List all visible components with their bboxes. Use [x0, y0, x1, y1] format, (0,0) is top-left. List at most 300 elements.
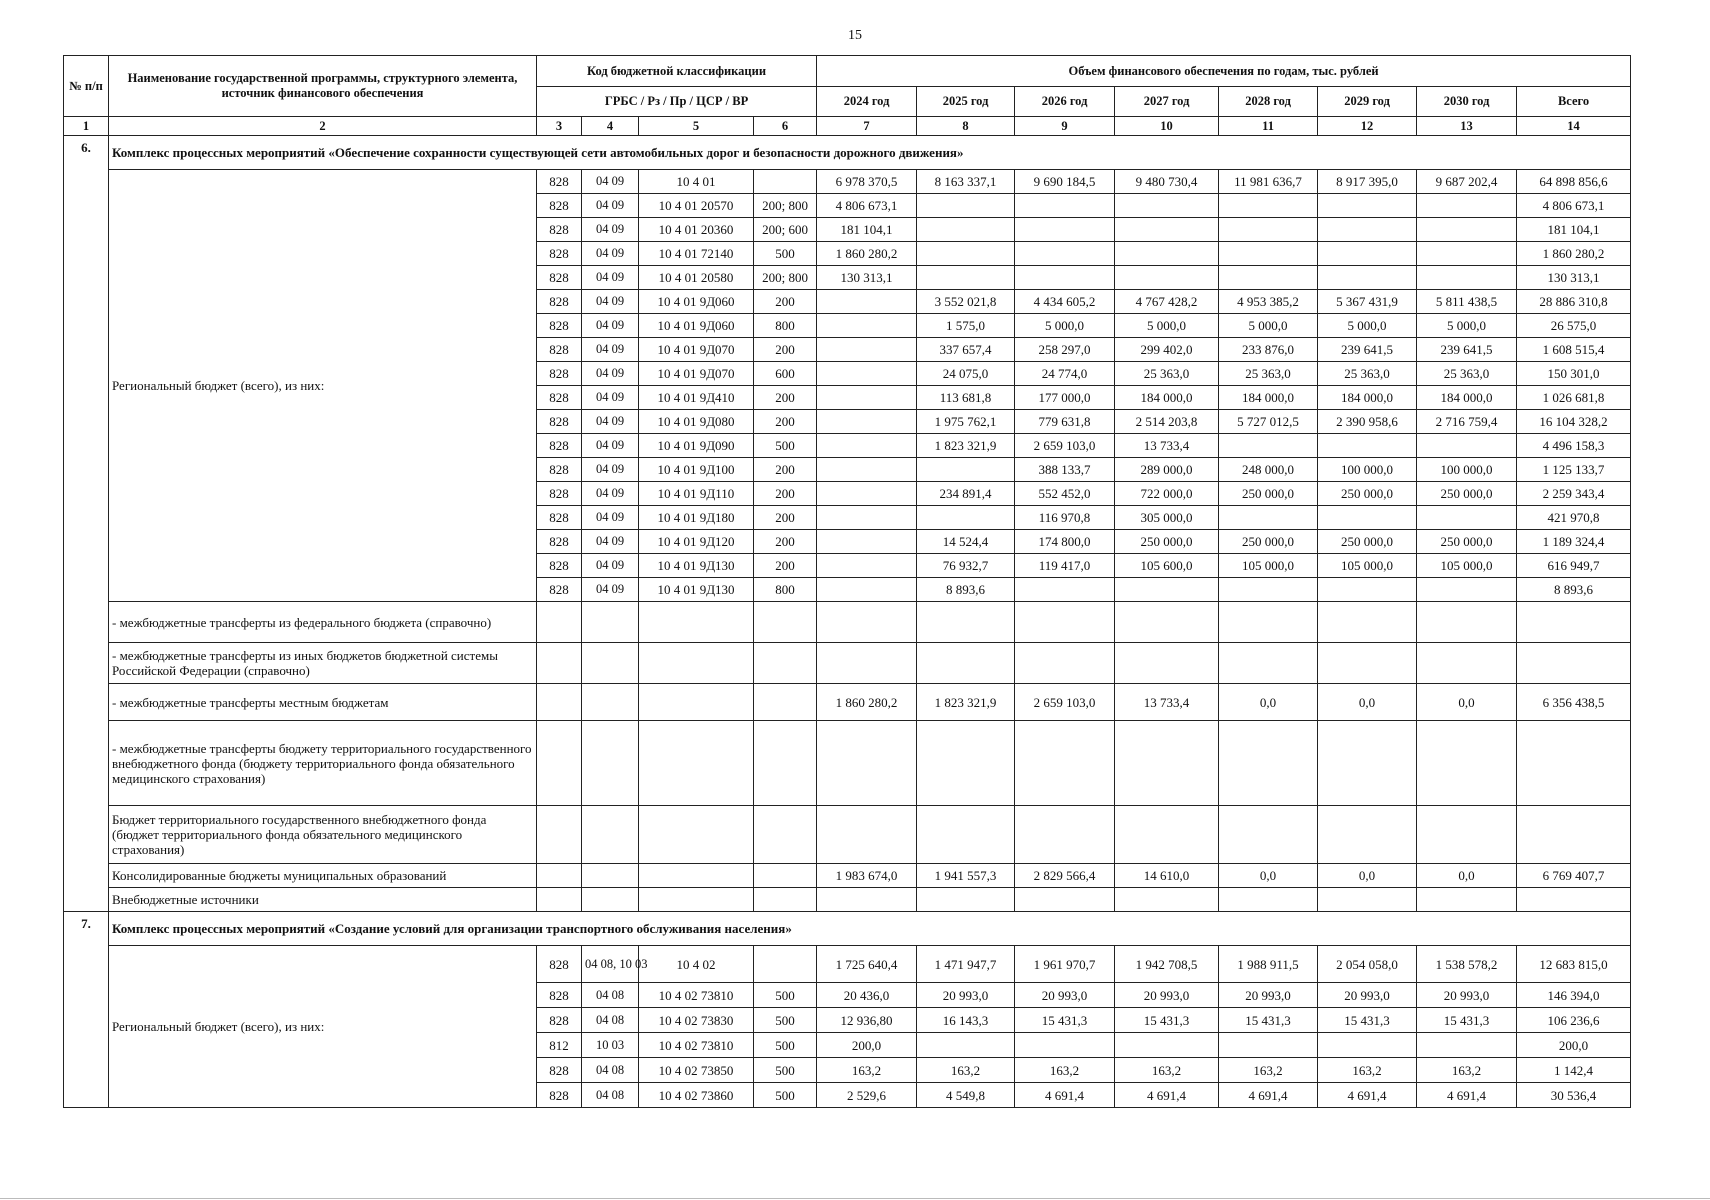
amount-cell: 16 104 328,2 — [1517, 410, 1631, 434]
budget-code-cell: 04 09 — [582, 506, 639, 530]
amount-cell — [1318, 578, 1417, 602]
amount-cell — [1115, 242, 1219, 266]
amount-cell — [917, 643, 1015, 684]
budget-code-cell: 04 08 — [582, 1083, 639, 1108]
budget-code-cell — [754, 864, 817, 888]
amount-cell: 0,0 — [1219, 684, 1318, 721]
amount-cell — [917, 218, 1015, 242]
amount-cell — [917, 242, 1015, 266]
budget-code-cell: 04 09 — [582, 386, 639, 410]
amount-cell: 722 000,0 — [1115, 482, 1219, 506]
amount-cell — [1115, 721, 1219, 806]
amount-cell — [817, 362, 917, 386]
table-row — [64, 864, 1631, 888]
amount-cell: 2 829 566,4 — [1015, 864, 1115, 888]
source-label: Внебюджетные источники — [109, 888, 537, 912]
amount-cell: 4 953 385,2 — [1219, 290, 1318, 314]
section-number: 7. — [64, 912, 109, 1108]
amount-cell: 1 942 708,5 — [1115, 946, 1219, 983]
amount-cell — [1517, 602, 1631, 643]
budget-code-cell: 10 4 01 9Д110 — [639, 482, 754, 506]
amount-cell — [817, 530, 917, 554]
amount-cell: 1 860 280,2 — [817, 684, 917, 721]
budget-code-cell: 04 09 — [582, 434, 639, 458]
budget-code-cell: 04 09 — [582, 554, 639, 578]
budget-code-cell: 04 09 — [582, 530, 639, 554]
budget-code-cell: 828 — [537, 242, 582, 266]
budget-table-wrapper — [63, 55, 1630, 1108]
amount-cell — [917, 458, 1015, 482]
budget-code-cell: 828 — [537, 386, 582, 410]
amount-cell: 184 000,0 — [1219, 386, 1318, 410]
amount-cell: 4 691,4 — [1115, 1083, 1219, 1108]
regional-budget-label: Региональный бюджет (всего), из них: — [109, 946, 537, 1108]
header-year: 2027 год — [1115, 87, 1219, 117]
page-bottom-rule — [0, 1198, 1710, 1199]
amount-cell — [1219, 242, 1318, 266]
budget-code-cell: 200 — [754, 458, 817, 482]
amount-cell: 12 936,80 — [817, 1008, 917, 1033]
amount-cell: 20 993,0 — [1115, 983, 1219, 1008]
amount-cell: 150 301,0 — [1517, 362, 1631, 386]
budget-code-cell — [754, 806, 817, 864]
amount-cell — [1015, 721, 1115, 806]
amount-cell: 105 600,0 — [1115, 554, 1219, 578]
amount-cell: 64 898 856,6 — [1517, 170, 1631, 194]
amount-cell: 3 552 021,8 — [917, 290, 1015, 314]
amount-cell — [1318, 721, 1417, 806]
amount-cell: 4 496 158,3 — [1517, 434, 1631, 458]
amount-cell: 4 691,4 — [1219, 1083, 1318, 1108]
amount-cell: 76 932,7 — [917, 554, 1015, 578]
budget-code-cell: 04 09 — [582, 362, 639, 386]
budget-code-cell: 812 — [537, 1033, 582, 1058]
table-row — [64, 170, 1631, 194]
amount-cell: 2 514 203,8 — [1115, 410, 1219, 434]
amount-cell: 6 356 438,5 — [1517, 684, 1631, 721]
amount-cell — [1219, 266, 1318, 290]
amount-cell: 250 000,0 — [1318, 530, 1417, 554]
amount-cell — [1015, 888, 1115, 912]
amount-cell: 289 000,0 — [1115, 458, 1219, 482]
budget-code-cell: 10 4 01 20360 — [639, 218, 754, 242]
section-title-row — [64, 136, 1631, 170]
amount-cell: 200,0 — [1517, 1033, 1631, 1058]
amount-cell: 25 363,0 — [1417, 362, 1517, 386]
amount-cell: 4 806 673,1 — [1517, 194, 1631, 218]
amount-cell: 4 767 428,2 — [1115, 290, 1219, 314]
amount-cell: 100 000,0 — [1318, 458, 1417, 482]
budget-code-cell — [754, 170, 817, 194]
budget-code-cell: 200; 600 — [754, 218, 817, 242]
amount-cell — [1318, 506, 1417, 530]
budget-code-cell: 04 09 — [582, 410, 639, 434]
budget-code-cell — [639, 721, 754, 806]
amount-cell — [1219, 434, 1318, 458]
amount-cell — [1015, 218, 1115, 242]
budget-code-cell: 10 4 01 9Д060 — [639, 290, 754, 314]
budget-code-cell: 10 4 01 9Д100 — [639, 458, 754, 482]
amount-cell — [1318, 806, 1417, 864]
amount-cell — [1219, 806, 1318, 864]
budget-code-cell — [639, 684, 754, 721]
header-name: Наименование государственной программы, структурного элемента, источник финансового обеспечения — [109, 56, 537, 117]
budget-code-cell — [639, 602, 754, 643]
budget-table — [63, 55, 1631, 1108]
amount-cell: 20 993,0 — [1015, 983, 1115, 1008]
amount-cell — [1417, 578, 1517, 602]
amount-cell: 25 363,0 — [1318, 362, 1417, 386]
budget-code-cell: 828 — [537, 1058, 582, 1083]
amount-cell: 250 000,0 — [1219, 530, 1318, 554]
amount-cell: 1 026 681,8 — [1517, 386, 1631, 410]
amount-cell: 1 608 515,4 — [1517, 338, 1631, 362]
table-row — [64, 946, 1631, 983]
amount-cell: 4 691,4 — [1318, 1083, 1417, 1108]
amount-cell: 181 104,1 — [1517, 218, 1631, 242]
header-year: 2024 год — [817, 87, 917, 117]
budget-code-cell: 200 — [754, 506, 817, 530]
budget-code-cell: 800 — [754, 314, 817, 338]
budget-code-cell: 828 — [537, 554, 582, 578]
table-row — [64, 888, 1631, 912]
section-number: 6. — [64, 136, 109, 912]
amount-cell: 116 970,8 — [1015, 506, 1115, 530]
amount-cell: 184 000,0 — [1417, 386, 1517, 410]
header-col-index: 9 — [1015, 117, 1115, 136]
header-num: № п/п — [64, 56, 109, 117]
amount-cell — [1015, 242, 1115, 266]
amount-cell: 1 823 321,9 — [917, 684, 1015, 721]
budget-code-cell: 200 — [754, 482, 817, 506]
budget-code-cell: 828 — [537, 434, 582, 458]
amount-cell — [1115, 1033, 1219, 1058]
amount-cell: 105 000,0 — [1219, 554, 1318, 578]
budget-code-cell: 500 — [754, 983, 817, 1008]
budget-code-cell: 500 — [754, 1058, 817, 1083]
budget-code-cell — [537, 602, 582, 643]
amount-cell — [1219, 1033, 1318, 1058]
amount-cell: 5 811 438,5 — [1417, 290, 1517, 314]
amount-cell: 5 000,0 — [1219, 314, 1318, 338]
amount-cell — [817, 434, 917, 458]
amount-cell: 8 163 337,1 — [917, 170, 1015, 194]
amount-cell: 337 657,4 — [917, 338, 1015, 362]
budget-code-cell: 200 — [754, 338, 817, 362]
budget-code-cell — [582, 721, 639, 806]
amount-cell: 1 988 911,5 — [1219, 946, 1318, 983]
budget-code-cell: 10 4 01 9Д180 — [639, 506, 754, 530]
budget-code-cell — [582, 602, 639, 643]
budget-code-cell: 828 — [537, 946, 582, 983]
amount-cell — [1417, 721, 1517, 806]
budget-code-cell — [582, 684, 639, 721]
amount-cell — [1318, 434, 1417, 458]
page-number: 15 — [848, 28, 862, 43]
header-col-index: 1 — [64, 117, 109, 136]
amount-cell: 2 259 343,4 — [1517, 482, 1631, 506]
amount-cell: 174 800,0 — [1015, 530, 1115, 554]
amount-cell: 163,2 — [1417, 1058, 1517, 1083]
amount-cell — [917, 806, 1015, 864]
amount-cell: 146 394,0 — [1517, 983, 1631, 1008]
amount-cell: 5 000,0 — [1318, 314, 1417, 338]
amount-cell: 105 000,0 — [1417, 554, 1517, 578]
budget-code-cell — [537, 864, 582, 888]
budget-code-cell: 500 — [754, 434, 817, 458]
amount-cell — [1219, 194, 1318, 218]
amount-cell: 4 434 605,2 — [1015, 290, 1115, 314]
amount-cell — [1115, 218, 1219, 242]
source-label: - межбюджетные трансферты бюджету территориального государственного внебюджетного фонда (бюджету территориального фонда обязательного медицинского страхования) — [109, 721, 537, 806]
amount-cell: 26 575,0 — [1517, 314, 1631, 338]
budget-code-cell: 10 4 02 73850 — [639, 1058, 754, 1083]
amount-cell: 305 000,0 — [1115, 506, 1219, 530]
budget-code-cell: 04 09 — [582, 266, 639, 290]
amount-cell — [1417, 194, 1517, 218]
table-row — [64, 721, 1631, 806]
amount-cell — [917, 266, 1015, 290]
amount-cell: 1 471 947,7 — [917, 946, 1015, 983]
budget-code-cell: 10 4 01 9Д410 — [639, 386, 754, 410]
table-row — [64, 806, 1631, 864]
amount-cell — [1517, 806, 1631, 864]
budget-code-cell: 10 4 02 73810 — [639, 983, 754, 1008]
amount-cell — [817, 386, 917, 410]
amount-cell: 2 390 958,6 — [1318, 410, 1417, 434]
amount-cell: 8 893,6 — [1517, 578, 1631, 602]
amount-cell: 20 993,0 — [1318, 983, 1417, 1008]
amount-cell — [1417, 888, 1517, 912]
amount-cell: 163,2 — [1015, 1058, 1115, 1083]
budget-code-cell: 828 — [537, 578, 582, 602]
budget-code-cell — [639, 864, 754, 888]
amount-cell: 15 431,3 — [1219, 1008, 1318, 1033]
header-code: Код бюджетной классификации — [537, 56, 817, 87]
amount-cell: 0,0 — [1417, 864, 1517, 888]
amount-cell: 113 681,8 — [917, 386, 1015, 410]
amount-cell: 552 452,0 — [1015, 482, 1115, 506]
amount-cell — [917, 888, 1015, 912]
budget-code-cell — [537, 806, 582, 864]
header-col-index: 12 — [1318, 117, 1417, 136]
amount-cell — [1115, 266, 1219, 290]
amount-cell — [1417, 434, 1517, 458]
budget-code-cell: 500 — [754, 1033, 817, 1058]
amount-cell — [1318, 1033, 1417, 1058]
amount-cell: 1 860 280,2 — [1517, 242, 1631, 266]
amount-cell: 9 690 184,5 — [1015, 170, 1115, 194]
source-label: - межбюджетные трансферты из иных бюджетов бюджетной системы Российской Федерации (справочно) — [109, 643, 537, 684]
amount-cell — [1517, 888, 1631, 912]
budget-code-cell: 10 4 01 20570 — [639, 194, 754, 218]
amount-cell — [1417, 266, 1517, 290]
amount-cell: 24 774,0 — [1015, 362, 1115, 386]
amount-cell: 15 431,3 — [1015, 1008, 1115, 1033]
amount-cell: 163,2 — [817, 1058, 917, 1083]
amount-cell: 616 949,7 — [1517, 554, 1631, 578]
amount-cell: 1 983 674,0 — [817, 864, 917, 888]
amount-cell: 4 691,4 — [1015, 1083, 1115, 1108]
amount-cell — [1219, 888, 1318, 912]
budget-code-cell: 10 4 01 9Д130 — [639, 578, 754, 602]
amount-cell: 163,2 — [1318, 1058, 1417, 1083]
budget-code-cell — [639, 888, 754, 912]
budget-code-cell: 10 4 01 9Д120 — [639, 530, 754, 554]
amount-cell: 5 727 012,5 — [1219, 410, 1318, 434]
amount-cell: 1 823 321,9 — [917, 434, 1015, 458]
budget-code-cell — [582, 643, 639, 684]
budget-code-cell: 828 — [537, 530, 582, 554]
amount-cell — [817, 458, 917, 482]
amount-cell — [817, 554, 917, 578]
amount-cell: 6 769 407,7 — [1517, 864, 1631, 888]
amount-cell: 105 000,0 — [1318, 554, 1417, 578]
amount-cell: 1 189 324,4 — [1517, 530, 1631, 554]
budget-code-cell: 10 4 01 9Д080 — [639, 410, 754, 434]
amount-cell: 9 687 202,4 — [1417, 170, 1517, 194]
budget-code-cell: 10 4 02 73860 — [639, 1083, 754, 1108]
budget-code-cell: 10 4 01 72140 — [639, 242, 754, 266]
amount-cell — [917, 506, 1015, 530]
budget-code-cell: 10 03 — [582, 1033, 639, 1058]
amount-cell: 1 941 557,3 — [917, 864, 1015, 888]
budget-code-cell — [537, 643, 582, 684]
amount-cell: 11 981 636,7 — [1219, 170, 1318, 194]
amount-cell: 5 367 431,9 — [1318, 290, 1417, 314]
amount-cell: 2 659 103,0 — [1015, 684, 1115, 721]
amount-cell — [1318, 194, 1417, 218]
amount-cell: 14 610,0 — [1115, 864, 1219, 888]
budget-code-cell: 828 — [537, 266, 582, 290]
header-col-index: 10 — [1115, 117, 1219, 136]
budget-code-cell: 04 09 — [582, 290, 639, 314]
amount-cell: 0,0 — [1318, 864, 1417, 888]
amount-cell — [1417, 643, 1517, 684]
amount-cell: 20 993,0 — [917, 983, 1015, 1008]
budget-code-cell: 200 — [754, 290, 817, 314]
amount-cell — [817, 721, 917, 806]
budget-code-cell: 10 4 01 9Д130 — [639, 554, 754, 578]
amount-cell — [1219, 506, 1318, 530]
budget-code-cell: 828 — [537, 218, 582, 242]
amount-cell — [1318, 266, 1417, 290]
header-col-index: 5 — [639, 117, 754, 136]
header-year: 2029 год — [1318, 87, 1417, 117]
budget-code-cell: 200 — [754, 554, 817, 578]
amount-cell — [817, 338, 917, 362]
amount-cell — [1015, 578, 1115, 602]
amount-cell — [1115, 602, 1219, 643]
header-year: 2028 год — [1219, 87, 1318, 117]
amount-cell — [1417, 506, 1517, 530]
amount-cell — [817, 482, 917, 506]
amount-cell: 9 480 730,4 — [1115, 170, 1219, 194]
amount-cell: 248 000,0 — [1219, 458, 1318, 482]
header-col-index: 8 — [917, 117, 1015, 136]
amount-cell — [1219, 218, 1318, 242]
amount-cell: 100 000,0 — [1417, 458, 1517, 482]
amount-cell: 299 402,0 — [1115, 338, 1219, 362]
amount-cell: 1 961 970,7 — [1015, 946, 1115, 983]
amount-cell — [1115, 888, 1219, 912]
amount-cell: 13 733,4 — [1115, 434, 1219, 458]
header-year: Всего — [1517, 87, 1631, 117]
header-volume: Объем финансового обеспечения по годам, тыс. рублей — [817, 56, 1631, 87]
budget-code-cell: 10 4 01 — [639, 170, 754, 194]
amount-cell: 421 970,8 — [1517, 506, 1631, 530]
amount-cell: 14 524,4 — [917, 530, 1015, 554]
amount-cell — [917, 602, 1015, 643]
amount-cell: 12 683 815,0 — [1517, 946, 1631, 983]
amount-cell: 106 236,6 — [1517, 1008, 1631, 1033]
header-col-index: 13 — [1417, 117, 1517, 136]
amount-cell — [1115, 194, 1219, 218]
amount-cell — [1015, 643, 1115, 684]
amount-cell: 4 549,8 — [917, 1083, 1015, 1108]
amount-cell: 4 806 673,1 — [817, 194, 917, 218]
budget-code-cell — [582, 806, 639, 864]
amount-cell — [1115, 806, 1219, 864]
budget-code-cell: 10 4 02 73810 — [639, 1033, 754, 1058]
amount-cell: 388 133,7 — [1015, 458, 1115, 482]
amount-cell: 200,0 — [817, 1033, 917, 1058]
budget-code-cell: 10 4 01 9Д060 — [639, 314, 754, 338]
budget-code-cell: 200 — [754, 530, 817, 554]
amount-cell: 181 104,1 — [817, 218, 917, 242]
budget-code-cell: 828 — [537, 482, 582, 506]
budget-code-cell — [754, 946, 817, 983]
header-col-index: 6 — [754, 117, 817, 136]
amount-cell: 5 000,0 — [1417, 314, 1517, 338]
amount-cell: 1 575,0 — [917, 314, 1015, 338]
amount-cell: 5 000,0 — [1015, 314, 1115, 338]
amount-cell: 1 975 762,1 — [917, 410, 1015, 434]
budget-code-cell: 828 — [537, 170, 582, 194]
amount-cell — [817, 290, 917, 314]
budget-code-cell: 04 09 — [582, 242, 639, 266]
amount-cell: 234 891,4 — [917, 482, 1015, 506]
budget-code-cell — [582, 888, 639, 912]
budget-code-cell: 04 09 — [582, 170, 639, 194]
amount-cell: 15 431,3 — [1417, 1008, 1517, 1033]
budget-code-cell — [754, 643, 817, 684]
amount-cell: 2 659 103,0 — [1015, 434, 1115, 458]
budget-code-cell: 828 — [537, 506, 582, 530]
amount-cell: 20 436,0 — [817, 983, 917, 1008]
amount-cell: 13 733,4 — [1115, 684, 1219, 721]
amount-cell: 20 993,0 — [1417, 983, 1517, 1008]
amount-cell: 16 143,3 — [917, 1008, 1015, 1033]
amount-cell: 25 363,0 — [1219, 362, 1318, 386]
amount-cell: 258 297,0 — [1015, 338, 1115, 362]
amount-cell: 119 417,0 — [1015, 554, 1115, 578]
amount-cell — [817, 506, 917, 530]
header-col-index: 2 — [109, 117, 537, 136]
amount-cell — [1517, 721, 1631, 806]
amount-cell: 250 000,0 — [1115, 530, 1219, 554]
amount-cell: 25 363,0 — [1115, 362, 1219, 386]
amount-cell: 239 641,5 — [1417, 338, 1517, 362]
table-row — [64, 684, 1631, 721]
amount-cell: 2 054 058,0 — [1318, 946, 1417, 983]
budget-code-cell — [639, 643, 754, 684]
budget-code-cell: 500 — [754, 1008, 817, 1033]
header-col-index: 4 — [582, 117, 639, 136]
source-label: - межбюджетные трансферты местным бюджетам — [109, 684, 537, 721]
source-label: - межбюджетные трансферты из федерального бюджета (справочно) — [109, 602, 537, 643]
amount-cell: 1 125 133,7 — [1517, 458, 1631, 482]
